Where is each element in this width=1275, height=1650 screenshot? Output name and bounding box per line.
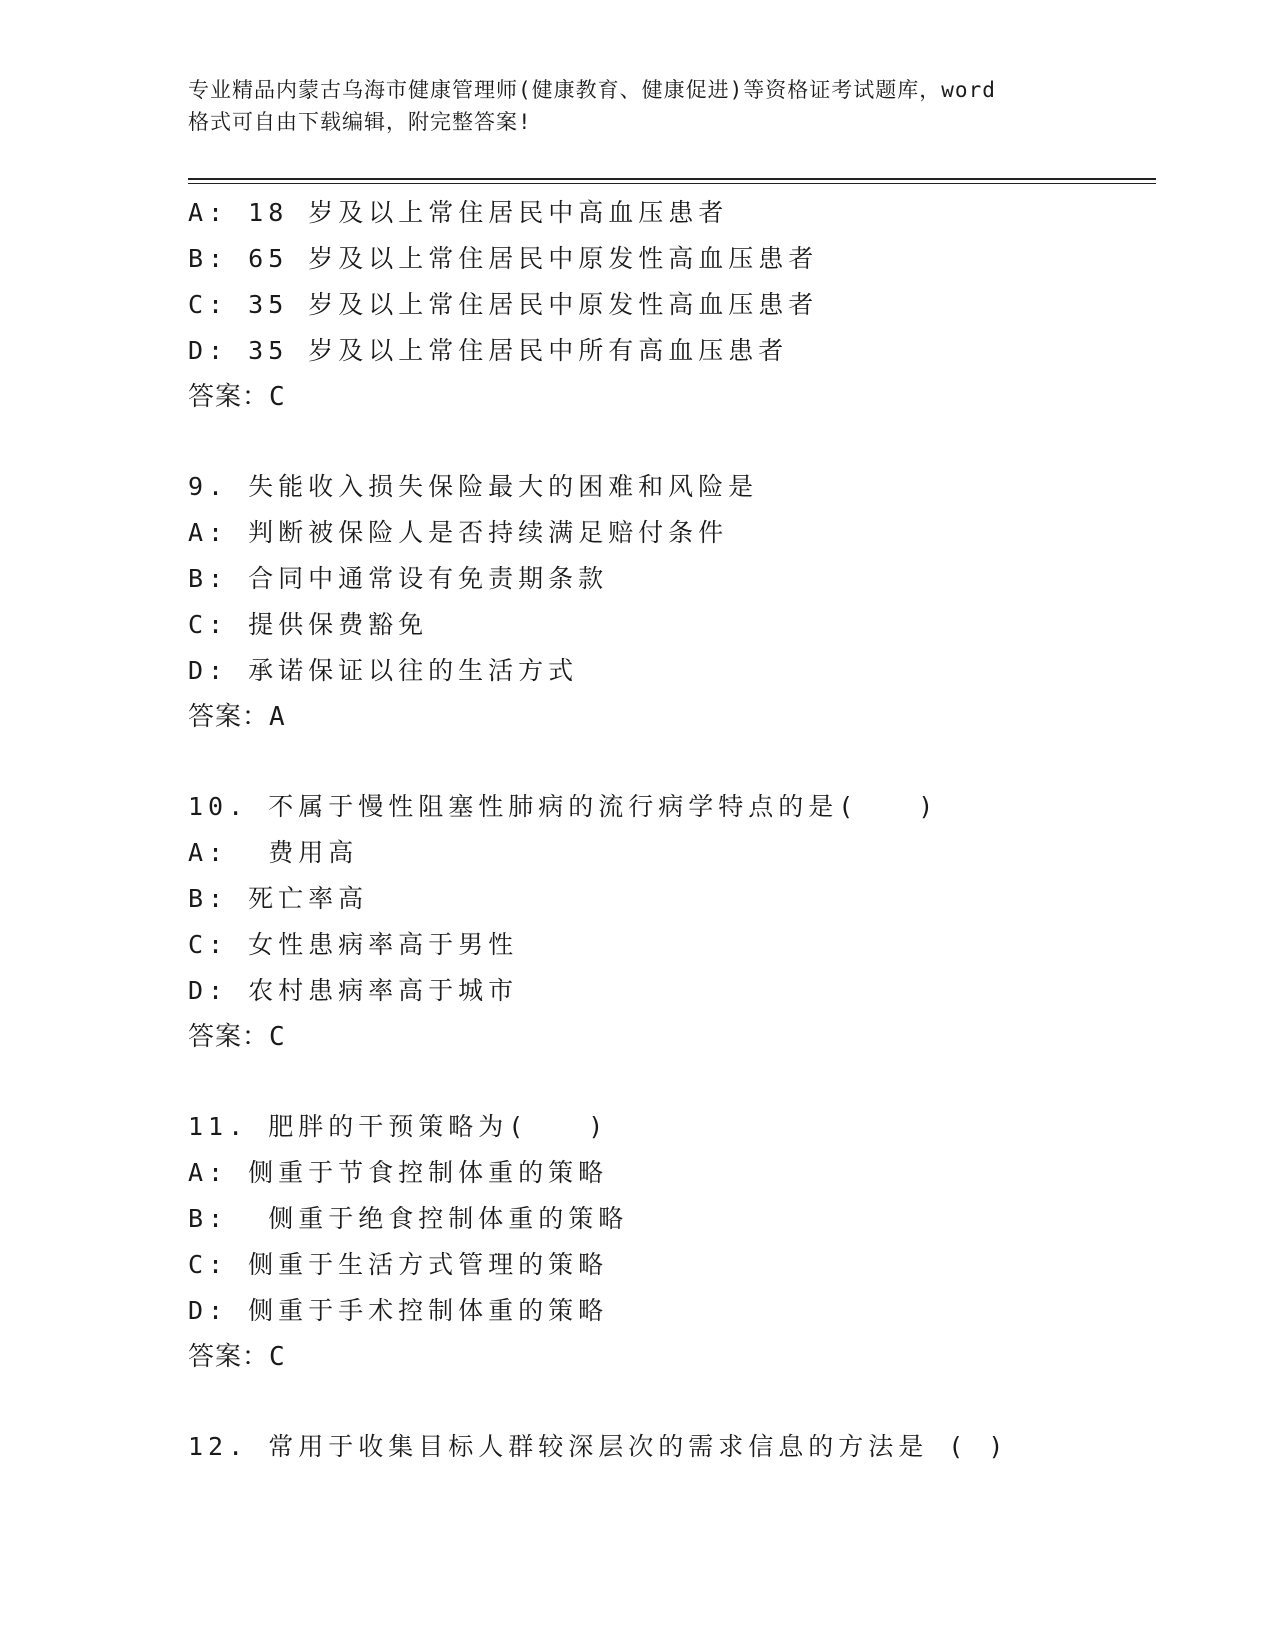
question-8-option-c: C: 35 岁及以上常住居民中原发性高血压患者 bbox=[188, 290, 819, 319]
question-11-option-d: D: 侧重于手术控制体重的策略 bbox=[188, 1296, 609, 1325]
question-8-option-d: D: 35 岁及以上常住居民中所有高血压患者 bbox=[188, 336, 789, 365]
answer-value: A bbox=[269, 702, 286, 732]
question-10-stem: 10. 不属于慢性阻塞性肺病的流行病学特点的是( ) bbox=[188, 792, 939, 821]
header-line-2: 格式可自由下载编辑，附完整答案! bbox=[188, 110, 532, 134]
spacer bbox=[188, 740, 1148, 784]
answer-label: 答案： bbox=[188, 382, 270, 412]
answer-label: 答案： bbox=[188, 1022, 270, 1052]
header-divider-thin bbox=[188, 183, 1156, 184]
question-12-stem: 12. 常用于收集目标人群较深层次的需求信息的方法是 ( ) bbox=[188, 1432, 1009, 1461]
question-11-option-a: A: 侧重于节食控制体重的策略 bbox=[188, 1158, 609, 1187]
question-8-answer bbox=[188, 374, 1148, 420]
question-list bbox=[188, 190, 1148, 1470]
question-10-option-b: B: 死亡率高 bbox=[188, 884, 369, 913]
question-12 bbox=[188, 1424, 1148, 1470]
question-9-stem: 9. 失能收入损失保险最大的困难和风险是 bbox=[188, 472, 759, 501]
answer-value: C bbox=[269, 1342, 286, 1372]
answer-value: C bbox=[269, 1022, 286, 1052]
question-11-answer bbox=[188, 1334, 1148, 1380]
question-9-option-c: C: 提供保费豁免 bbox=[188, 610, 429, 639]
answer-label: 答案： bbox=[188, 702, 270, 732]
header-divider-thick bbox=[188, 178, 1156, 180]
document-header bbox=[188, 74, 1088, 138]
question-8-option-a: A: 18 岁及以上常住居民中高血压患者 bbox=[188, 198, 729, 227]
question-10-option-d: D: 农村患病率高于城市 bbox=[188, 976, 519, 1005]
spacer bbox=[188, 1060, 1148, 1104]
question-11-option-b: B: 侧重于绝食控制体重的策略 bbox=[188, 1204, 629, 1233]
question-11-option-c: C: 侧重于生活方式管理的策略 bbox=[188, 1250, 609, 1279]
question-10-answer bbox=[188, 1014, 1148, 1060]
question-11 bbox=[188, 1104, 1148, 1380]
spacer bbox=[188, 420, 1148, 464]
question-10-option-c: C: 女性患病率高于男性 bbox=[188, 930, 519, 959]
question-8 bbox=[188, 190, 1148, 420]
spacer bbox=[188, 1380, 1148, 1424]
question-9-answer bbox=[188, 694, 1148, 740]
header-line-1: 专业精品内蒙古乌海市健康管理师(健康教育、健康促进)等资格证考试题库，word bbox=[188, 78, 996, 102]
answer-value: C bbox=[269, 382, 286, 412]
question-9-option-a: A: 判断被保险人是否持续满足赔付条件 bbox=[188, 518, 729, 547]
answer-label: 答案： bbox=[188, 1342, 270, 1372]
question-9 bbox=[188, 464, 1148, 740]
question-9-option-b: B: 合同中通常设有免责期条款 bbox=[188, 564, 609, 593]
question-10-option-a: A: 费用高 bbox=[188, 838, 359, 867]
question-8-option-b: B: 65 岁及以上常住居民中原发性高血压患者 bbox=[188, 244, 819, 273]
question-10 bbox=[188, 784, 1148, 1060]
question-11-stem: 11. 肥胖的干预策略为( ) bbox=[188, 1112, 609, 1141]
question-9-option-d: D: 承诺保证以往的生活方式 bbox=[188, 656, 579, 685]
